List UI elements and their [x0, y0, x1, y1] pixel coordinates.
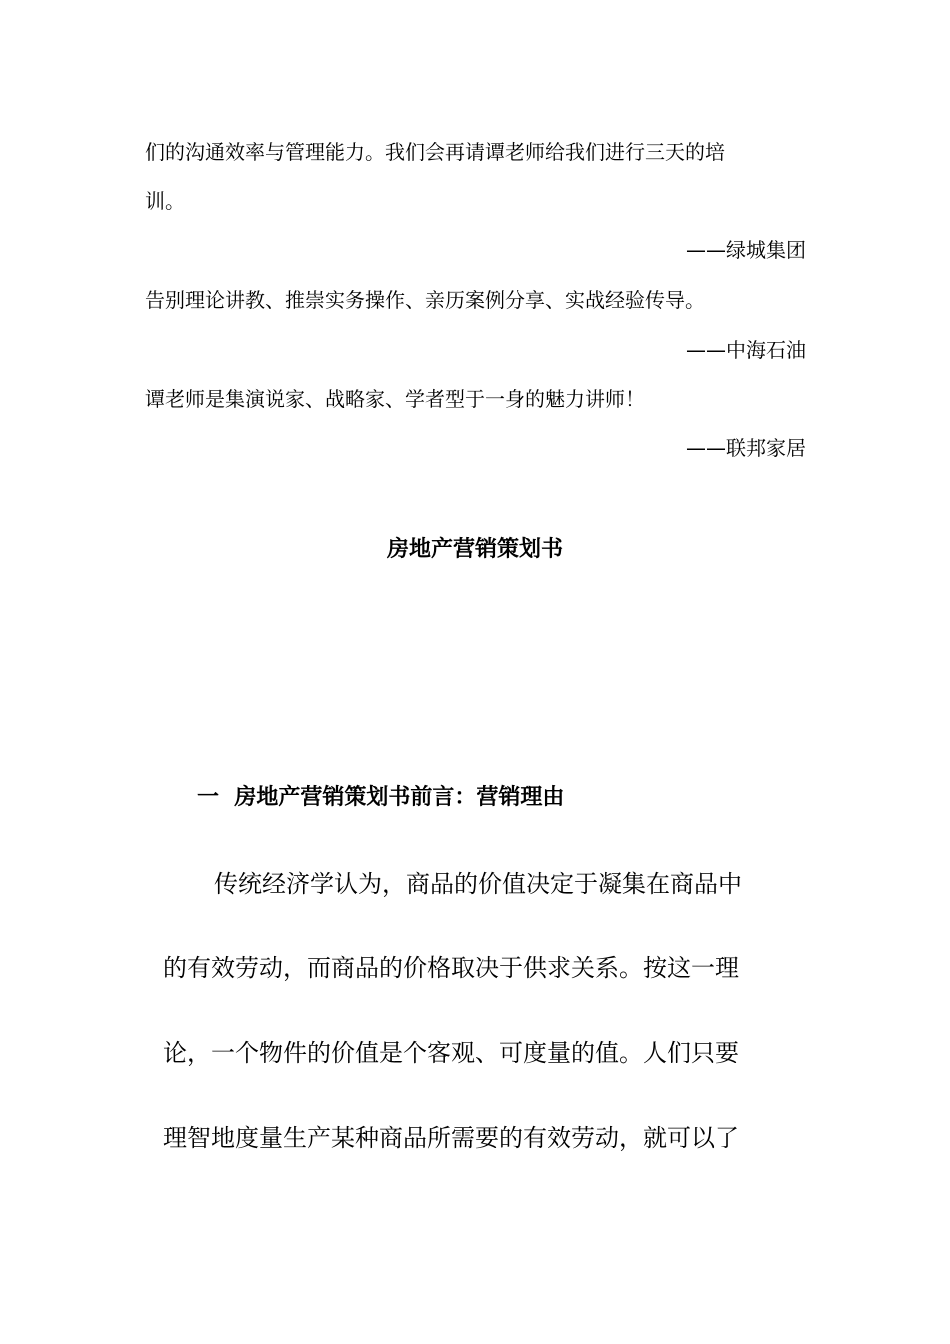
testimonial-source-lvcheng: ——绿城集团 [686, 238, 806, 262]
testimonial-text-line-2: 训。 [145, 189, 185, 213]
paragraph-line-1: 传统经济学认为，商品的价值决定于凝集在商品中 [214, 870, 742, 898]
paragraph-line-2: 的有效劳动，而商品的价格取决于供求关系。按这一理 [163, 954, 739, 982]
document-title: 房地产营销策划书 [386, 537, 563, 562]
testimonial-text-lianbang: 谭老师是集演说家、战略家、学者型于一身的魅力讲师！ [145, 387, 645, 411]
testimonial-source-lianbang: ——联邦家居 [686, 436, 806, 460]
testimonial-text-zhonghai: 告别理论讲教、推崇实务操作、亲历案例分享、实战经验传导。 [145, 288, 705, 312]
paragraph-line-3: 论，一个物件的价值是个客观、可度量的值。人们只要 [163, 1039, 739, 1067]
testimonial-text-line-1: 们的沟通效率与管理能力。我们会再请谭老师给我们进行三天的培 [145, 140, 725, 164]
paragraph-line-4: 理智地度量生产某种商品所需要的有效劳动，就可以了 [163, 1124, 739, 1152]
section-heading: 一 房地产营销策划书前言：营销理由 [197, 785, 565, 810]
testimonial-source-zhonghai: ——中海石油 [686, 338, 806, 362]
